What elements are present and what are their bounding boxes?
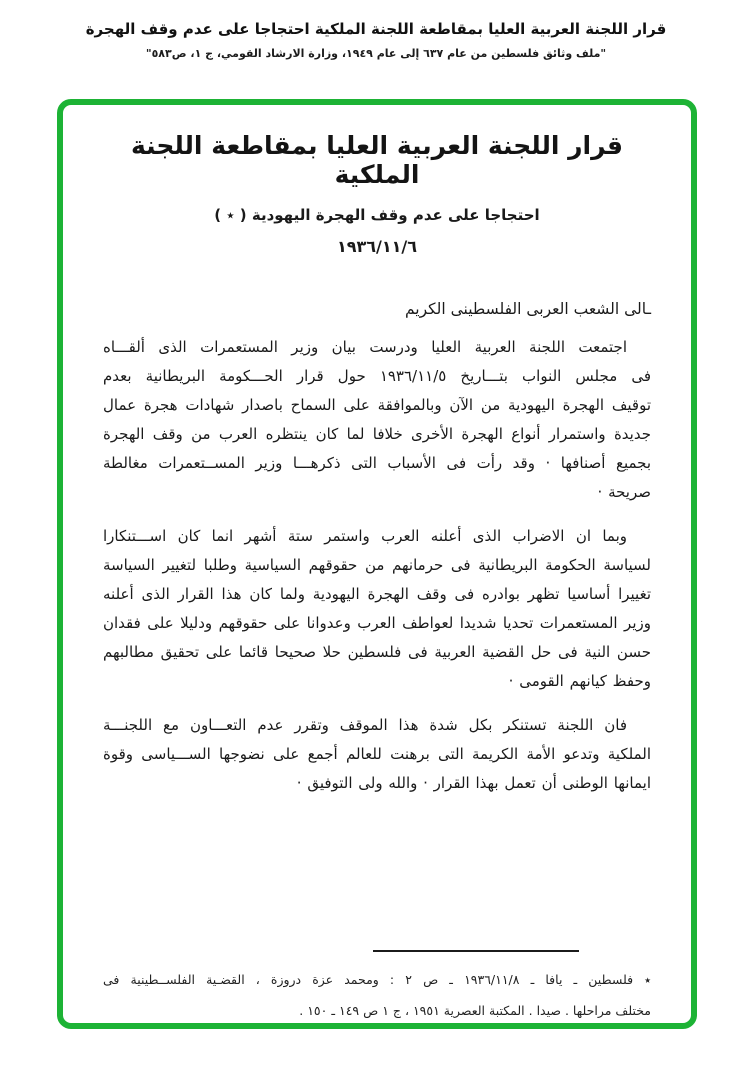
text-line: وحفظ كيانهم القومى · bbox=[508, 672, 651, 690]
document-scan-page bbox=[63, 105, 691, 1023]
text-line: الملكية وتدعو الأمة الكريمة التى برهنت للعالم أجمع على نضوجها الســـياسى وقوة bbox=[103, 745, 651, 763]
text-line: بجميع أصنافها · وقد رأت فى الأسباب التى ذكرهـــا وزير المســتعمرات مغالطة bbox=[103, 454, 651, 472]
footnote-divider bbox=[373, 950, 579, 952]
text-line: فان اللجنة تستنكر بكل شدة هذا الموقف وتقرر عدم التعـــاون مع اللجنـــة bbox=[103, 716, 627, 734]
text-line: تغييرا أساسيا تظهر بوادره فى وقف الهجرة اليهودية ولما كان هذا القرار الذى أعلنه bbox=[103, 585, 651, 603]
text-line: جديدة واستمرار أنواع الهجرة الأخرى خلافا لما كان ينتظره العرب من وقف الهجرة bbox=[103, 425, 651, 443]
text-line: وبما ان الاضراب الذى أعلنه العرب واستمر ستة أشهر انما كان اســـتنكارا bbox=[103, 527, 627, 545]
text-line: حسن النية فى حل القضية العربية فى فلسطين حلا صحيحا قائما على تحقيق مطالبهم bbox=[103, 643, 651, 661]
text-line: صريحة · bbox=[597, 483, 651, 501]
page-header bbox=[0, 0, 752, 60]
document-date: ١٩٣٦/١١/٦ bbox=[336, 237, 418, 256]
footnote-line: ٭ فلسطين ـ يافا ـ ١٩٣٦/١١/٨ ـ ص ٢ : ومحمد عزة دروزة ، القضـية الفلســطينية فى bbox=[103, 972, 652, 987]
paragraph-3 bbox=[103, 711, 651, 798]
text-line: اجتمعت اللجنة العربية العليا ودرست بيان وزير المستعمرات الذى ألقـــاه bbox=[103, 338, 627, 356]
text-line: فى مجلس النواب بتـــاريخ ١٩٣٦/١١/٥ حول قرار الحـــكومة البريطانية بعدم bbox=[103, 367, 651, 385]
text-line: وزير المستعمرات تحديا شديدا لعواطف العرب وعدوانا على حقوقهم ودليلا على فقدان bbox=[103, 614, 651, 632]
page-header-title: قرار اللجنة العربية العليا بمقاطعة اللجنة الملكية احتجاجا على عدم وقف الهجرة bbox=[85, 20, 667, 38]
page-header-source-citation: "ملف وثائق فلسطين من عام ٦٣٧ إلى عام ١٩٤٩، وزارة الارشاد القومي، ج ١، ص٥٨٣" bbox=[145, 47, 607, 60]
text-line: توقيف الهجرة اليهودية من الآن وبالموافقة على السماح باصدار شهادات هجرة عمال bbox=[103, 396, 651, 414]
text-line: ايمانها الوطنى أن تعمل بهذا القرار · والله ولى التوفيق · bbox=[296, 774, 651, 792]
document-scan-frame bbox=[57, 99, 697, 1029]
text-line: لسياسة الحكومة البريطانية فى حرمانهم من حقوقهم السياسية وطلبا لتغيير السياسة bbox=[103, 556, 651, 574]
salutation-line: ـالى الشعب العربى الفلسطينى الكريم bbox=[404, 300, 651, 318]
document-subtitle: احتجاجا على عدم وقف الهجرة اليهودية ( ٭ ) bbox=[214, 206, 540, 224]
paragraph-2 bbox=[103, 522, 651, 696]
paragraph-1 bbox=[103, 333, 651, 507]
document-title: قرار اللجنة العربية العليا بمقاطعة اللجنة الملكية bbox=[130, 131, 624, 189]
footnote bbox=[103, 964, 651, 1026]
footnote-line: مختلف مراحلها . صيدا . المكتبة العصرية ١٩٥١ ، ج ١ ص ١٤٩ ـ ١٥٠ . bbox=[299, 1003, 651, 1018]
